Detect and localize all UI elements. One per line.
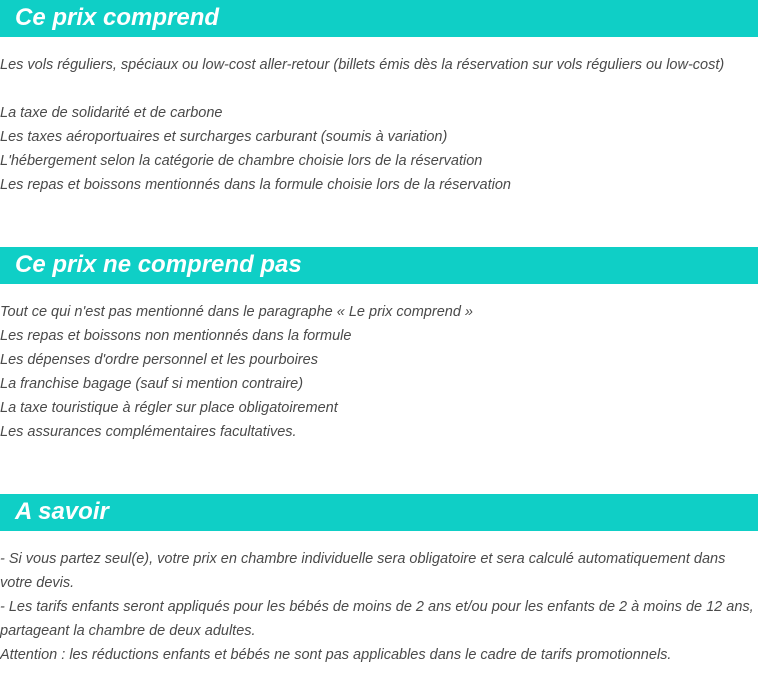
price-excludes-item: La franchise bagage (sauf si mention contraire) [0, 376, 304, 392]
section-heading-price-includes: Ce prix comprend [0, 0, 758, 37]
price-includes-item: L'hébergement selon la catégorie de chambre choisie lors de la réservation [0, 153, 483, 169]
price-includes-item: Les vols réguliers, spéciaux ou low-cost aller-retour (billets émis dès la réservation sur vols réguliers ou low-cost) [0, 57, 725, 73]
price-excludes-item: Les repas et boissons non mentionnés dans la formule [0, 328, 352, 344]
price-excludes-item: Les dépenses d'ordre personnel et les pourboires [0, 352, 318, 368]
good-to-know-note: - Les tarifs enfants seront appliqués pour les bébés de moins de 2 ans et/ou pour les enfants de 2 à moins de 12 ans, partageant la chambre de deux adultes. [0, 599, 754, 639]
price-excludes-item: Les assurances complémentaires facultatives. [0, 424, 297, 440]
good-to-know-note: - Si vous partez seul(e), votre prix en chambre individuelle sera obligatoire et sera calculé automatiquement dans votre devis. [0, 551, 726, 591]
price-includes-item: La taxe de solidarité et de carbone [0, 105, 223, 121]
price-includes-item: Les repas et boissons mentionnés dans la formule choisie lors de la réservation [0, 177, 511, 193]
price-includes-item: Les taxes aéroportuaires et surcharges carburant (soumis à variation) [0, 129, 448, 145]
good-to-know-note: Attention : les réductions enfants et bébés ne sont pas applicables dans le cadre de tarifs promotionnels. [0, 647, 672, 663]
section-heading-good-to-know: A savoir [0, 494, 758, 531]
section-heading-price-excludes: Ce prix ne comprend pas [0, 247, 758, 284]
price-excludes-item: Tout ce qui n'est pas mentionné dans le paragraphe « Le prix comprend » [0, 304, 473, 320]
price-excludes-item: La taxe touristique à régler sur place obligatoirement [0, 400, 338, 416]
